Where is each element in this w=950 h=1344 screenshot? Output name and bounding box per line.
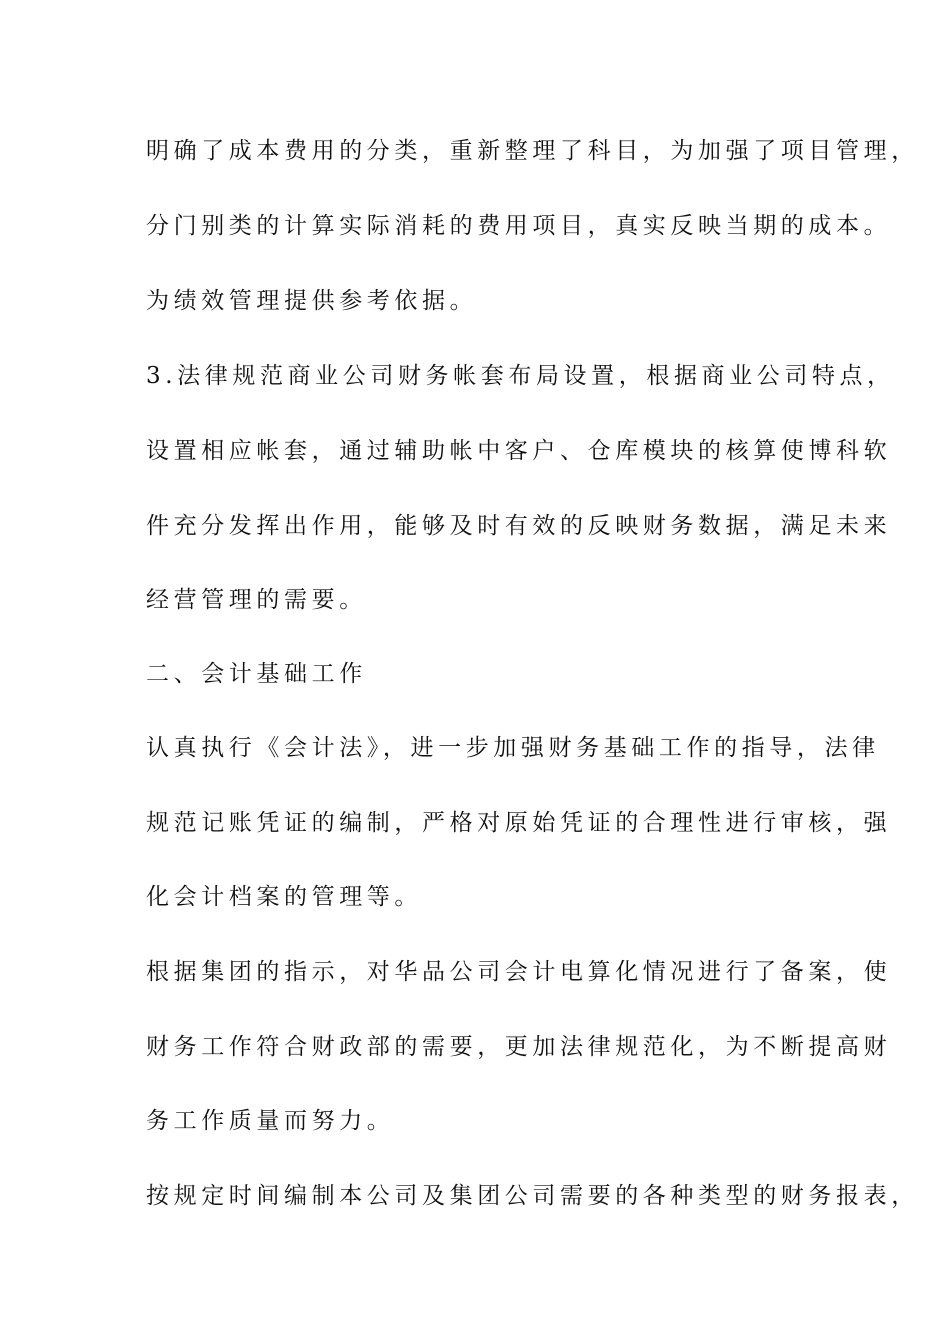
text-line: 件充分发挥出作用，能够及时有效的反映财务数据，满足未来 bbox=[146, 513, 892, 539]
text-line: 设置相应帐套，通过辅助帐中客户、仓库模块的核算使博科软 bbox=[146, 438, 892, 464]
text-line: 分门别类的计算实际消耗的费用项目，真实反映当期的成本。 bbox=[146, 213, 892, 239]
text-line: 3.法律规范商业公司财务帐套布局设置，根据商业公司特点， bbox=[146, 363, 895, 389]
text-line: 明确了成本费用的分类，重新整理了科目，为加强了项目管理， bbox=[146, 138, 919, 164]
text-line: 按规定时间编制本公司及集团公司需要的各种类型的财务报表， bbox=[146, 1183, 919, 1209]
text-line: 财务工作符合财政部的需要，更加法律规范化，为不断提高财 bbox=[146, 1034, 892, 1060]
text-line: 务工作质量而努力。 bbox=[146, 1108, 395, 1134]
text-line: 认真执行《会计法》，进一步加强财务基础工作的指导，法律 bbox=[146, 735, 880, 761]
text-line: 规范记账凭证的编制，严格对原始凭证的合理性进行审核，强 bbox=[146, 810, 892, 836]
text-line: 为绩效管理提供参考依据。 bbox=[146, 288, 478, 314]
text-line: 根据集团的指示，对华品公司会计电算化情况进行了备案，使 bbox=[146, 959, 892, 985]
text-line: 化会计档案的管理等。 bbox=[146, 884, 422, 910]
text-line: 经营管理的需要。 bbox=[146, 587, 367, 613]
section-heading: 二、会计基础工作 bbox=[146, 661, 367, 687]
